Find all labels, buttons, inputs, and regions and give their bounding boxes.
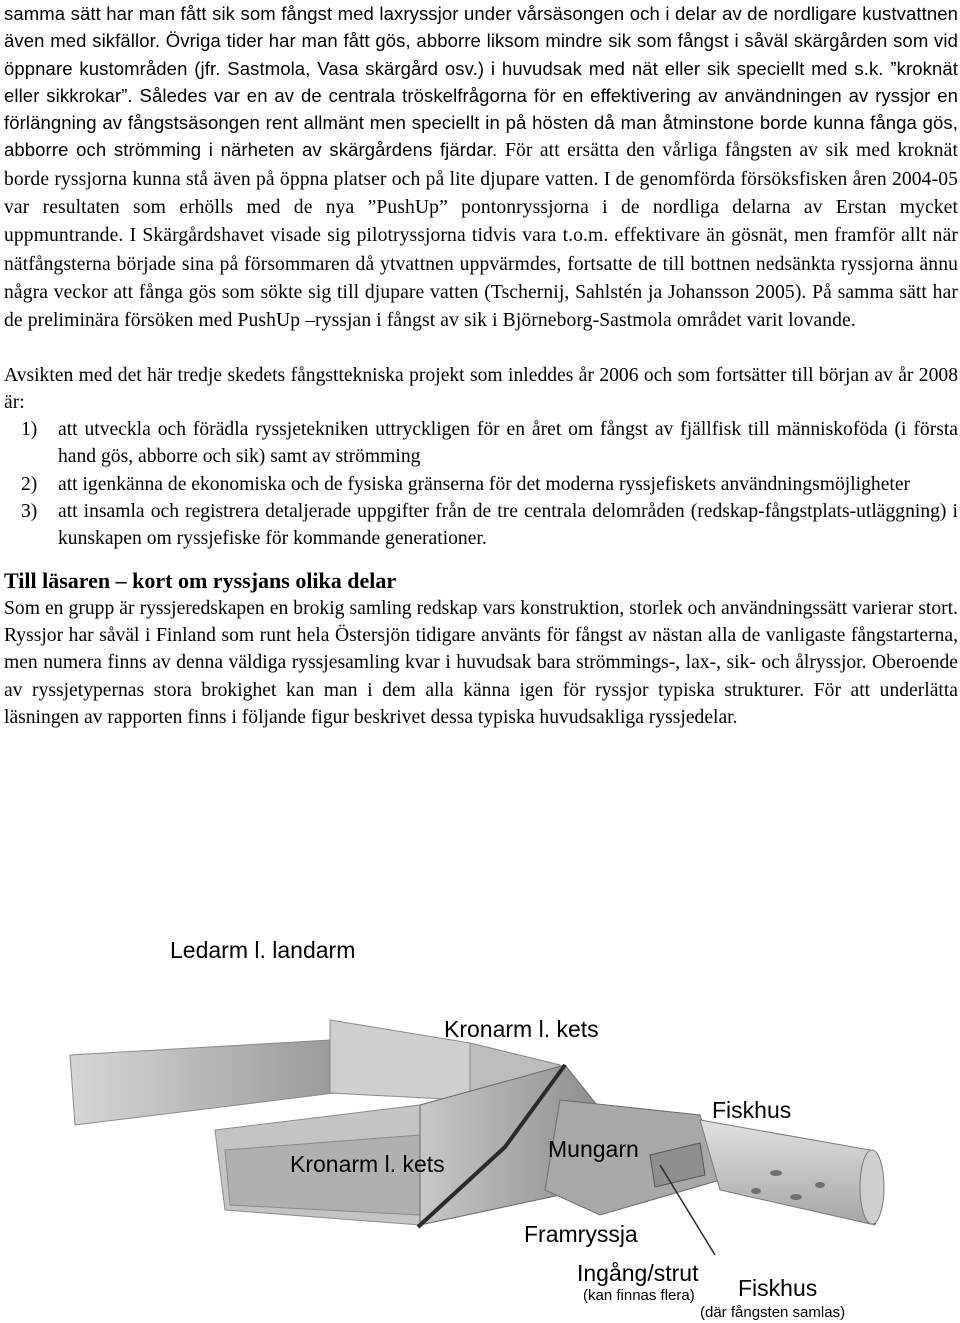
label-ledarm: Ledarm l. landarm: [170, 937, 356, 963]
fish-mark: [751, 1188, 761, 1194]
fish-house-end: [860, 1150, 884, 1224]
list-text: att utveckla och förädla ryssjetekniken uttryckligen för en året om fångst av fjällfisk till människoföda (i första hand gös, abborre och sik) samt av strömming: [58, 419, 958, 468]
fish-mark: [770, 1170, 782, 1176]
aims-list: [4, 416, 958, 552]
list-item: [4, 416, 958, 471]
label-fiskhus-note: (där fångsten samlas): [700, 1304, 846, 1321]
section-heading: Till läsaren – kort om ryssjans olika delar: [4, 567, 397, 593]
label-kronarm-left: Kronarm l. kets: [290, 1151, 445, 1177]
list-item: [4, 471, 958, 498]
paragraph-1-serif-text: För att ersätta den vårliga fångsten av sik med kroknät borde ryssjorna kunna stå även på öppna platser och på lite djupare vatten. I de genomförda försöksfisken åren 2004-05 var resultaten som erhölls med de nya ”PushUp” pontonryssjorna i de nordliga delarna av Erstan mycket uppmuntrande. I Skärgårdshavet visade sig pilotryssjorna tidvis vara t.o.m. effektivare än gösnät, men framför allt när nätfångsterna började sina på försommaren då ytvattnen uppvärmdes, fortsatte de till bottnen nedsänkta ryssjorna ännu några veckor att fånga gös som sökte sig till djupare vatten (Tschernij, Sahlstén ja Johansson 2005). På samma sätt har de preliminära försöken med PushUp –ryssjan i fångst av sik i Björneborg-Sastmola området varit lovande.: [4, 140, 958, 332]
fish-mark: [790, 1194, 802, 1200]
list-number: 2): [21, 473, 38, 495]
label-kronarm-top: Kronarm l. kets: [444, 1016, 599, 1042]
section-body: Som en grupp är ryssjeredskapen en brokig samling redskap vars konstruktion, storlek och användningssätt varierar stort. Ryssjor har såväl i Finland som runt hela Östersjön tidigare använts för fångst av nästan alla de vanligaste fångstarterna, men numera finns av denna väldiga ryssjesamling kvar i huvudsak bara strömmings-, lax-, sik- och ålryssjor. Oberoende av ryssjetypernas stora brokighet kan man i dem alla känna igen för ryssjor typiska strukturer. För att underlätta läsningen av rapporten finns i följande figur beskrivet dessa typiska huvudsakliga ryssjedelar.: [4, 597, 958, 728]
label-mungarn: Mungarn: [548, 1136, 639, 1162]
list-text: att insamla och registrera detaljerade uppgifter från de tre centrala delområden (redskap-fångstplats-utläggning) i kunskapen om ryssjefiske för kommande generationer.: [58, 501, 958, 550]
label-fiskhus-top: Fiskhus: [712, 1097, 792, 1123]
fish-mark: [815, 1182, 825, 1188]
list-text: att igenkänna de ekonomiska och de fysiska gränserna för det moderna ryssjefiskets användningsmöjligheter: [58, 473, 911, 495]
spacer: [4, 335, 958, 362]
aims-intro: Avsikten med det här tredje skedets fångsttekniska projekt som inleddes år 2006 och som fortsätter till början av år 2008 är:: [4, 364, 958, 413]
list-number: 1): [21, 419, 38, 441]
label-framryssja: Framryssja: [524, 1221, 638, 1247]
paragraph-1-text: samma sätt har man fått sik som fångst med laxryssjor under vårsäsongen och i delar av de nordligare kustvattnen även med sikfällor. Övriga tider har man fått gös, abborre liksom mindre sik som fångst i såväl skärgården som vid öppnare kustområden (jfr. Sastmola, Vasa skärgård osv.) i huvudsak med nät eller sik speciellt med s.k. ”kroknät eller sikkrokar”. Således var en av de centrala tröskelfrågorna för en effektivering av användningen av ryssjor en förlängning av fångstsäsongen rent allmänt men speciellt in på hösten då man åtminstone borde kunna fånga gös, abborre och strömming i närheten av skärgårdens fjärdar.: [4, 3, 958, 161]
paragraph-1-sans: [4, 0, 958, 335]
aims-section: [4, 362, 958, 553]
document-page: [4, 0, 958, 731]
list-item: [4, 498, 958, 553]
fish-house-shape: [700, 1120, 880, 1225]
lead-arm-shape: [70, 1040, 335, 1125]
list-number: 3): [21, 501, 38, 523]
label-ingang: Ingång/strut: [577, 1260, 699, 1286]
label-ingang-note: (kan finnas flera): [583, 1287, 695, 1304]
label-fiskhus-bottom: Fiskhus: [738, 1275, 818, 1301]
fyke-net-diagram: [0, 925, 960, 1323]
